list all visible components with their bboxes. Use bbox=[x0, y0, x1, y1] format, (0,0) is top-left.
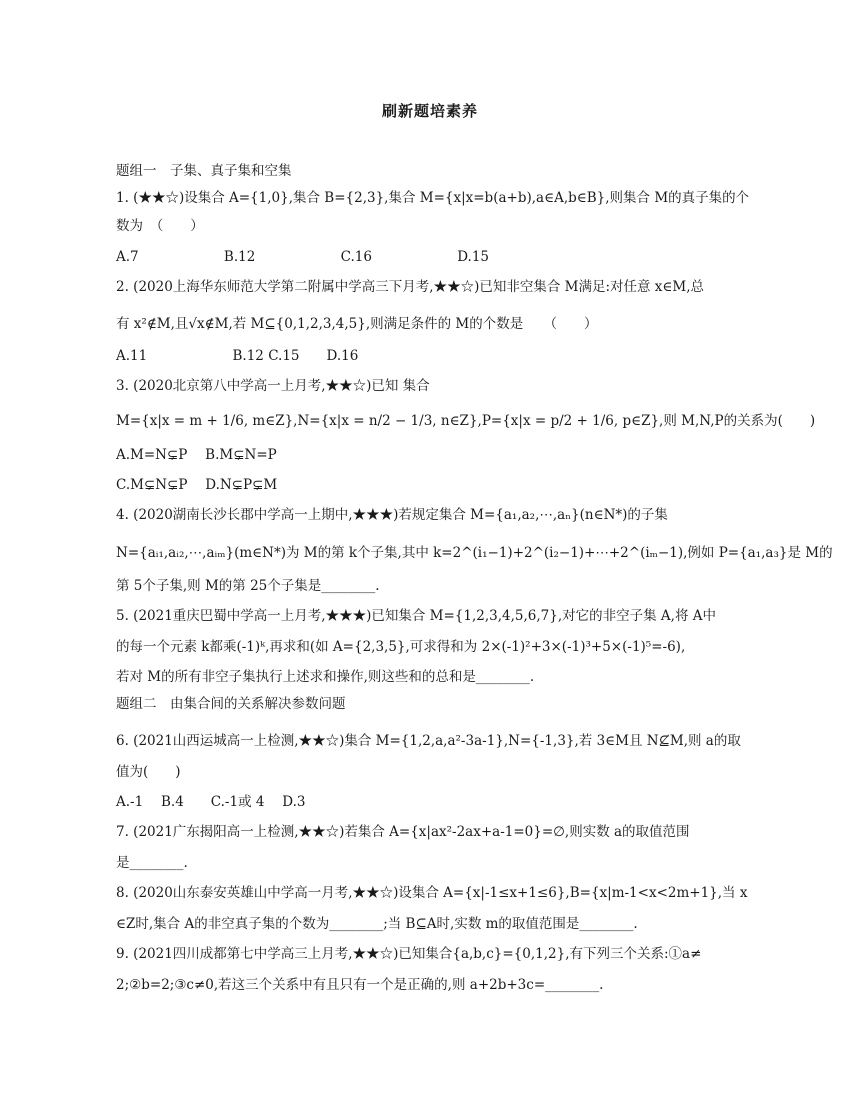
question-line: 3. (2020北京第八中学高一上月考,★★☆)已知 集合 bbox=[116, 378, 430, 394]
question-line: A.M=N⊊P B.M⊊N=P bbox=[116, 447, 277, 463]
question-line: 8. (2020山东泰安英雄山中学高一月考,★★☆)设集合 A={x|-1≤x+1≤6},B={x|m-1<x<2m+1},当 x bbox=[116, 885, 748, 901]
question-line: 若对 M的所有非空子集执行上述求和操作,则这些和的总和是________. bbox=[116, 669, 535, 685]
question-line: 2;②b=2;③c≠0,若这三个关系中有且只有一个是正确的,则 a+2b+3c=________. bbox=[116, 977, 604, 993]
section-heading: 题组一 子集、真子集和空集 bbox=[116, 163, 292, 179]
question-line: M={x|x = m + 1/6, m∈Z},N={x|x = n/2 − 1/3, n∈Z},P={x|x = p/2 + 1/6, p∈Z},则 M,N,P的关系为( ) bbox=[116, 413, 816, 429]
question-line: 是________. bbox=[116, 855, 188, 871]
question-line: 5. (2021重庆巴蜀中学高一上月考,★★★)已知集合 M={1,2,3,4,5,6,7},对它的非空子集 A,将 A中 bbox=[116, 608, 716, 624]
question-line: 值为( ) bbox=[116, 764, 181, 780]
question-line: 6. (2021山西运城高一上检测,★★☆)集合 M={1,2,a,a²-3a-1},N={-1,3},若 3∈M且 N⊈M,则 a的取 bbox=[116, 733, 741, 749]
section-heading: 题组二 由集合间的关系解决参数问题 bbox=[116, 696, 346, 712]
question-line: ∈Z时,集合 A的非空真子集的个数为________;当 B⊆A时,实数 m的取值范围是________. bbox=[116, 916, 638, 932]
question-line: 数为 （ ） bbox=[116, 218, 204, 234]
question-line: 4. (2020湖南长沙长郡中学高一上期中,★★★)若规定集合 M={a₁,a₂,⋯,aₙ}(n∈N*)的子集 bbox=[116, 507, 668, 523]
question-line: N={aᵢ₁,aᵢ₂,⋯,aᵢₘ}(m∈N*)为 M的第 k个子集,其中 k=2^(i₁−1)+2^(i₂−1)+⋯+2^(iₘ−1),例如 P={a₁,a₃}是 M的 bbox=[116, 545, 833, 561]
question-line: 9. (2021四川成都第七中学高三上月考,★★☆)已知集合{a,b,c}={0,1,2},有下列三个关系:①a≠ bbox=[116, 946, 702, 962]
question-line: A.-1 B.4 C.-1或 4 D.3 bbox=[116, 794, 306, 810]
question-line: 7. (2021广东揭阳高一上检测,★★☆)若集合 A={x|ax²-2ax+a-1=0}=∅,则实数 a的取值范围 bbox=[116, 824, 690, 840]
question-line: 1. (★★☆)设集合 A={1,0},集合 B={2,3},集合 M={x|x=b(a+b),a∈A,b∈B},则集合 M的真子集的个 bbox=[116, 190, 750, 206]
question-line: 的每一个元素 k都乘(-1)ᵏ,再求和(如 A={2,3,5},可求得和为 2×(-1)²+3×(-1)³+5×(-1)⁵=-6), bbox=[116, 639, 686, 655]
question-line: 第 5个子集,则 M的第 25个子集是________. bbox=[116, 578, 380, 594]
question-line: 2. (2020上海华东师范大学第二附属中学高三下月考,★★☆)已知非空集合 M满足:对任意 x∈M,总 bbox=[116, 279, 705, 295]
question-line: A.11 B.12 C.15 D.16 bbox=[116, 348, 359, 364]
page-title: 刷新题培素养 bbox=[381, 102, 478, 120]
question-line: C.M⊊N⊊P D.N⊊P⊊M bbox=[116, 477, 278, 493]
question-line: A.7 B.12 C.16 D.15 bbox=[116, 249, 490, 265]
question-line: 有 x²∉M,且√x∉M,若 M⊆{0,1,2,3,4,5},则满足条件的 M的个数是 （ ） bbox=[116, 316, 598, 332]
